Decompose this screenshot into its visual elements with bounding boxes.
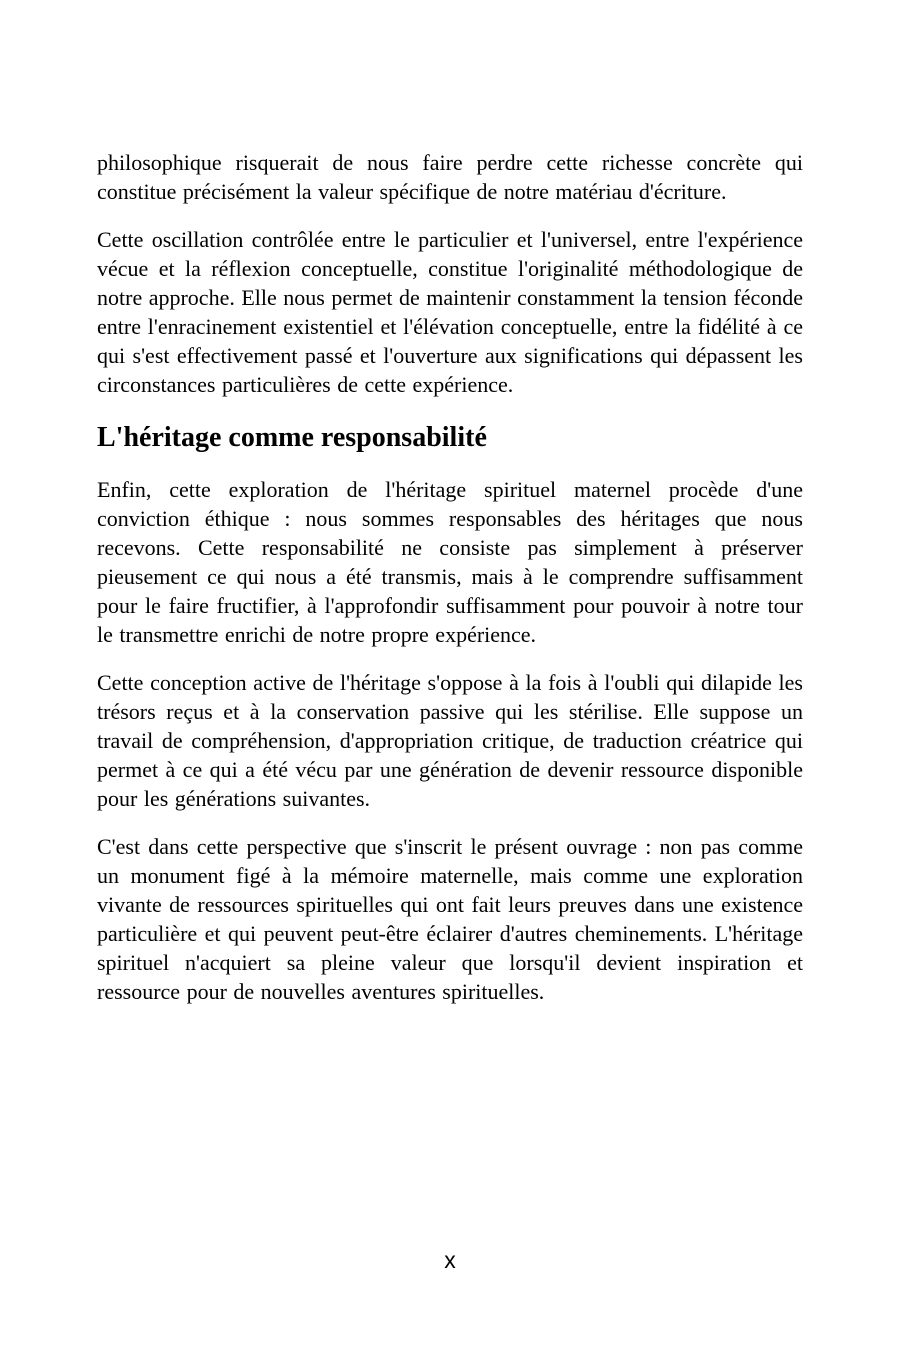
paragraph: C'est dans cette perspective que s'inscrit le présent ouvrage : non pas comme un monument figé à la mémoire maternelle, mais comme une exploration vivante de ressources spirituelles qui ont fait leurs preuves dans une existence particulière et qui peuvent peut-être éclairer d'autres cheminements. L'héritage spirituel n'acquiert sa pleine valeur que lorsqu'il devient inspiration et ressource pour de nouvelles aventures spirituelles. xyxy=(97,834,803,1004)
paragraph: Enfin, cette exploration de l'héritage spirituel maternel procède d'une conviction éthique : nous sommes responsables des héritages que nous recevons. Cette responsabilité ne consiste pas simplement à préserver pieusement ce qui nous a été transmis, mais à le comprendre suffisamment pour le faire fructifier, à l'approfondir suffisamment pour pouvoir à notre tour le transmettre enrichi de notre propre expérience. xyxy=(97,477,803,647)
section-heading: L'héritage comme responsabilité xyxy=(97,422,487,453)
paragraph: philosophique risquerait de nous faire perdre cette richesse concrète qui constitue précisément la valeur spécifique de notre matériau d'écriture. xyxy=(97,150,803,204)
paragraph: Cette conception active de l'héritage s'oppose à la fois à l'oubli qui dilapide les trésors reçus et à la conservation passive qui les stérilise. Elle suppose un travail de compréhension, d'appropriation critique, de traduction créatrice qui permet à ce qui a été vécu par une génération de devenir ressource disponible pour les générations suivantes. xyxy=(97,670,803,811)
text-block xyxy=(97,148,803,1025)
paragraph: Cette oscillation contrôlée entre le particulier et l'universel, entre l'expérience vécue et la réflexion conceptuelle, constitue l'originalité méthodologique de notre approche. Elle nous permet de maintenir constamment la tension féconde entre l'enracinement existentiel et l'élévation conceptuelle, entre la fidélité à ce qui s'est effectivement passé et l'ouverture aux significations qui dépassent les circonstances particulières de cette expérience. xyxy=(97,227,803,397)
page-number: x xyxy=(444,1247,456,1273)
